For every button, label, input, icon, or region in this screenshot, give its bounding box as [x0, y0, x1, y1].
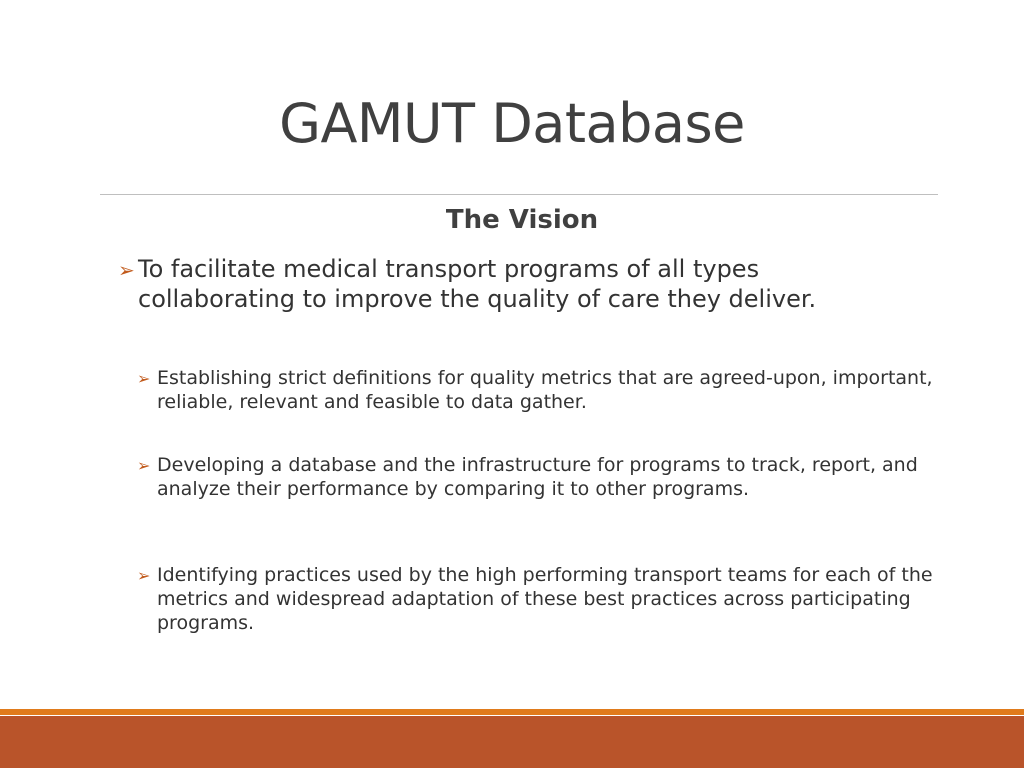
- main-bullet-text: To facilitate medical transport programs of all types collaborating to improve the quality of care they deliver.: [138, 255, 817, 313]
- footer-accent-line: [0, 709, 1024, 715]
- sub-bullet-text: Establishing strict definitions for quality metrics that are agreed-upon, important, reliable, relevant and feasible to data gather.: [157, 367, 933, 413]
- arrow-bullet-icon: ➢: [137, 369, 151, 388]
- main-bullet: [118, 254, 918, 314]
- slide-subtitle: The Vision: [445, 205, 599, 235]
- sub-bullet-text: Developing a database and the infrastructure for programs to track, report, and analyze their performance by comparing it to other programs.: [157, 454, 918, 500]
- sub-bullet: [137, 453, 937, 501]
- arrow-bullet-icon: ➢: [137, 456, 151, 475]
- sub-bullet-text: Identifying practices used by the high performing transport teams for each of the metrics and widespread adaptation of these best practices across participating programs.: [157, 564, 933, 634]
- sub-bullet: [137, 366, 937, 414]
- title-divider: [100, 194, 938, 195]
- arrow-bullet-icon: ➢: [118, 258, 135, 282]
- sub-bullet: [137, 563, 937, 635]
- footer-bar: [0, 716, 1024, 768]
- arrow-bullet-icon: ➢: [137, 566, 151, 585]
- slide-title: GAMUT Database: [279, 92, 745, 155]
